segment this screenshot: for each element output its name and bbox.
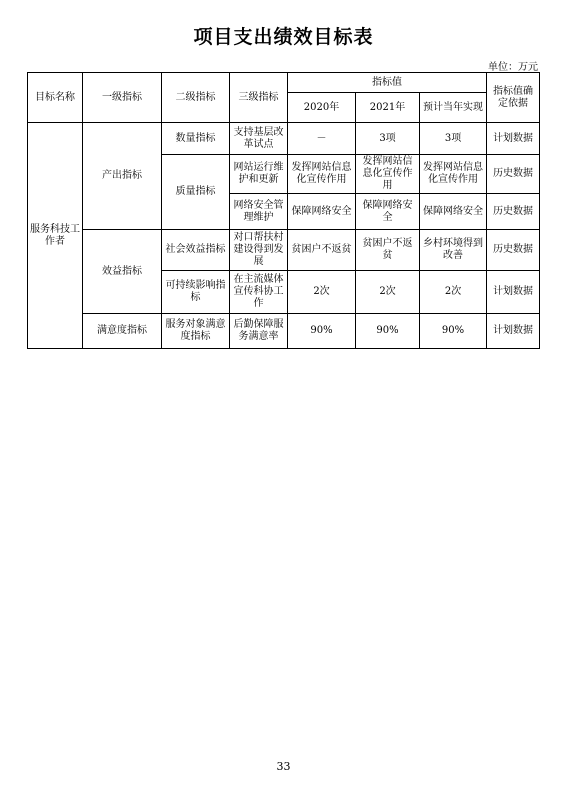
basis-cell: 历史数据	[487, 194, 540, 230]
table-row	[28, 230, 540, 271]
value-2021-cell: 贫困户不返贫	[356, 230, 420, 271]
header-expected: 预计当年实现	[420, 93, 487, 123]
header-2020: 2020年	[288, 93, 356, 123]
document-title: 项目支出绩效目标表	[193, 26, 374, 48]
value-2020-cell: 2次	[288, 271, 356, 314]
basis-cell: 计划数据	[487, 123, 540, 155]
header-2021: 2021年	[356, 93, 420, 123]
value-expected-cell: 2次	[420, 271, 487, 314]
level3-cell: 网络安全管理维护	[230, 194, 288, 230]
value-2021-cell: 保障网络安全	[356, 194, 420, 230]
level3-cell: 对口帮扶村建设得到发展	[230, 230, 288, 271]
level3-cell: 在主流媒体宣传科协工作	[230, 271, 288, 314]
header-goal-name: 目标名称	[28, 73, 83, 123]
level2-cell: 质量指标	[162, 155, 230, 230]
value-expected-cell: 3项	[420, 123, 487, 155]
value-expected-cell: 保障网络安全	[420, 194, 487, 230]
value-2020-cell: 发挥网站信息化宣传作用	[288, 155, 356, 194]
level2-cell: 数量指标	[162, 123, 230, 155]
value-expected-cell: 90%	[420, 314, 487, 349]
value-2020-cell: 贫困户不返贫	[288, 230, 356, 271]
goal-name-cell: 服务科技工作者	[28, 123, 83, 349]
header-basis: 指标值确定依据	[487, 73, 540, 123]
basis-cell: 计划数据	[487, 271, 540, 314]
table-row	[28, 123, 540, 155]
value-expected-cell: 发挥网站信息化宣传作用	[420, 155, 487, 194]
basis-cell: 历史数据	[487, 230, 540, 271]
header-row	[28, 73, 540, 93]
value-2021-cell: 90%	[356, 314, 420, 349]
value-2020-cell: 保障网络安全	[288, 194, 356, 230]
level3-cell: 网站运行维护和更新	[230, 155, 288, 194]
header-level2: 二级指标	[162, 73, 230, 123]
basis-cell: 计划数据	[487, 314, 540, 349]
level2-cell: 服务对象满意度指标	[162, 314, 230, 349]
level1-benefit: 效益指标	[83, 230, 162, 314]
value-2021-cell: 发挥网站信息化宣传作用	[356, 155, 420, 194]
value-expected-cell: 乡村环境得到改善	[420, 230, 487, 271]
header-level1: 一级指标	[83, 73, 162, 123]
page-number: 33	[276, 760, 291, 773]
level3-cell: 后勤保障服务满意率	[230, 314, 288, 349]
table-row	[28, 314, 540, 349]
level2-cell: 社会效益指标	[162, 230, 230, 271]
value-2021-cell: 2次	[356, 271, 420, 314]
level1-satisfaction: 满意度指标	[83, 314, 162, 349]
header-indicator-value: 指标值	[288, 73, 487, 93]
level3-cell: 支持基层改革试点	[230, 123, 288, 155]
level2-cell: 可持续影响指标	[162, 271, 230, 314]
header-level3: 三级指标	[230, 73, 288, 123]
value-2020-cell: －	[288, 123, 356, 155]
value-2021-cell: 3项	[356, 123, 420, 155]
level1-output: 产出指标	[83, 123, 162, 230]
value-2020-cell: 90%	[288, 314, 356, 349]
performance-table	[27, 72, 540, 349]
unit-label: 单位：万元	[488, 62, 538, 73]
basis-cell: 历史数据	[487, 155, 540, 194]
